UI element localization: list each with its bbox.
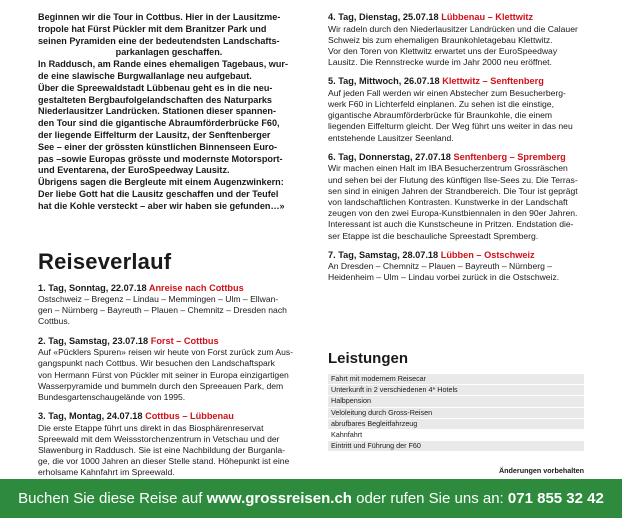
day-date: 3. Tag, Montag, 24.07.18 (38, 411, 143, 422)
intro-line: hat die Kohle versteckt – aber wir haben sie gefunden…» (38, 200, 285, 211)
intro-line: de eine slawische Burgwallanlage neu aufgebaut. (38, 70, 252, 81)
day-line: werk F60 in Lichterfeld einplanen. Zu sehen ist die einstige, (328, 99, 554, 110)
day-description (328, 163, 584, 241)
intro-line: Über die Spreewaldstadt Lübbenau geht es in die neu- (38, 82, 273, 93)
day-line: Die erste Etappe führt uns direkt in das Biosphärenreservat (38, 422, 264, 433)
day-heading (328, 152, 584, 164)
day-line: Auf jeden Fall werden wir einen Abstecher zum Besucherberg- (328, 87, 566, 98)
day-description (328, 24, 584, 69)
itinerary-day (328, 76, 584, 144)
left-column (38, 12, 300, 487)
day-line: Slawenburg in Raddusch. Sie ist eine Nachbildung der Burganla- (38, 445, 285, 456)
day-heading (328, 76, 584, 88)
booking-footer (0, 479, 622, 518)
intro-line: Übrigens sagen die Bergleute mit einem Augenzwinkern: (38, 177, 284, 188)
day-heading (38, 336, 300, 348)
day-date: 4. Tag, Dienstag, 25.07.18 (328, 12, 439, 22)
day-description (38, 294, 300, 328)
day-route: Senftenberg – Spremberg (453, 151, 566, 162)
day-line: Wasserpyramide und bummeln durch den Spreeauen Park, dem (38, 380, 284, 391)
services-row: Veloleitung durch Gross-Reisen (328, 408, 584, 419)
day-line: Interessant ist auch die Kunstscheune in Pritzen. Endstation die- (328, 219, 574, 230)
itinerary-day (38, 411, 300, 479)
day-line: ge, die vor 1000 Jahren an dieser Stelle stand. Höhepunkt ist eine (38, 456, 290, 467)
day-line: zeugen von den zwei Europa-Kunstbiennalen in den 90er Jahren. (328, 208, 578, 219)
footer-prefix: Buchen Sie diese Reise auf (18, 490, 203, 507)
right-column (328, 12, 584, 292)
intro-line: gestalteten Bergbaufolgelandschaften des Naturparks (38, 94, 272, 105)
services-row: Unterkunft in 2 verschiedenen 4* Hotels (328, 385, 584, 396)
day-line: gen – Nürnberg – Bayreuth – Plauen – Chemnitz – Dresden nach (38, 305, 287, 316)
day-description (328, 88, 584, 144)
day-date: 1. Tag, Sonntag, 22.07.18 (38, 282, 147, 293)
website-link[interactable]: www.grossreisen.ch (206, 490, 352, 507)
day-line: Wir machen einen Halt im IBA Besucherzentrum Grossräschen (328, 163, 568, 174)
day-route: Anreise nach Cottbus (148, 282, 244, 293)
day-line: Wir radeln durch den Niederlausitzer Landrücken und die Calauer (328, 23, 578, 34)
day-line: Heidenheim – Ulm – Lindau vorbei zurück in die Ostschweiz. (328, 272, 560, 283)
intro-line: Der liebe Gott hat die Lausitz geschaffen und der Teufel (38, 188, 279, 199)
day-line: An Dresden – Chemnitz – Plauen – Bayreuth – Nürnberg – (328, 261, 553, 272)
itinerary-day (328, 250, 584, 284)
intro-line: See – einer der grössten künstlichen Binnenseen Euro- (38, 141, 278, 152)
intro-text (38, 12, 300, 213)
intro-line: und Eventarena, der EuroSpeedway Lausitz. (38, 165, 230, 176)
services-title: Leistungen (328, 350, 409, 367)
day-line: liegenden Eiffelturm gleicht. Der Weg führt uns weiter in das neu (328, 121, 573, 132)
day-line: Spreewald mit dem Weissstorchenzentrum in Vetschau und der (38, 433, 280, 444)
services-row: Kahnfahrt (328, 430, 584, 441)
services-row: Eintritt und Führung der F60 (328, 441, 584, 452)
intro-line: parkanlagen geschaffen. (115, 47, 223, 58)
services-row: Fahrt mit modernem Reisecar (328, 374, 584, 385)
day-route: Lübben – Ostschweiz (440, 249, 535, 260)
day-heading (38, 283, 300, 295)
day-heading (38, 411, 300, 423)
day-line: Bundesgartenschaugelände von 1995. (38, 391, 186, 402)
day-route: Lübbenau – Klettwitz (441, 12, 534, 22)
day-line: Cottbus. (38, 316, 71, 327)
day-route: Klettwitz – Senftenberg (442, 76, 544, 87)
intro-line: der liegende Eiffelturm der Lausitz, der Senftenberger (38, 129, 271, 140)
intro-line: pas –sowie Europas grösste und modernste Motorsport- (38, 153, 283, 164)
itinerary-day (38, 283, 300, 328)
day-route: Forst – Cottbus (150, 335, 219, 346)
intro-line: Niederlausitzer Landrücken. Stationen dieser spannen- (38, 106, 277, 117)
day-date: 5. Tag, Mittwoch, 26.07.18 (328, 76, 440, 87)
services-table (328, 374, 584, 452)
services-row: abrufbares Begleitfahrzeug (328, 419, 584, 430)
itinerary-title: Reiseverlauf (38, 248, 172, 274)
footer-middle: oder rufen Sie uns an: (356, 490, 504, 507)
day-route: Cottbus – Lübbenau (145, 411, 234, 422)
intro-line: seinen Pyramiden eine der bedeutendsten Landschafts- (38, 35, 280, 46)
day-line: Auf «Pücklers Spuren» reisen wir heute von Forst zurück zum Aus- (38, 347, 294, 358)
day-line: Schweiz bis zum ehemaligen Braunkohletagebau Klettwitz. (328, 34, 553, 45)
day-line: Lausitz. Die Rennstrecke wurde im Jahr 2000 neu eröffnet. (328, 57, 552, 68)
day-description (328, 261, 584, 283)
day-line: ser Etappe ist die beschauliche Spreestadt Spremberg. (328, 230, 539, 241)
day-line: von Hermann Fürst von Pückler mit seiner in Europa einzigartigen (38, 369, 289, 380)
day-line: erholsame Kahnfahrt im Spreewald. (38, 467, 175, 478)
day-line: entstehende Lausitzer Seenland. (328, 132, 454, 143)
day-date: 2. Tag, Samstag, 23.07.18 (38, 335, 149, 346)
itinerary-day (38, 336, 300, 404)
day-line: gigantische Abraumförderbrücke für Braunkohle, die einem (328, 110, 553, 121)
day-date: 6. Tag, Donnerstag, 27.07.18 (328, 151, 451, 162)
phone-number[interactable]: 071 855 32 42 (507, 490, 604, 507)
day-line: Ostschweiz – Bregenz – Lindau – Memmingen – Ulm – Ellwan- (38, 294, 279, 305)
day-heading (328, 12, 584, 24)
intro-line: In Raddusch, am Rande eines ehemaligen Tagebaus, wur- (38, 59, 288, 70)
intro-line: Beginnen wir die Tour in Cottbus. Hier in der Lausitzme- (38, 12, 281, 22)
day-line: von landschaftlichen Kontrasten. Kunstwerke in der Landschaft (328, 196, 568, 207)
day-line: Vor den Toren von Klettwitz erwartet uns der EuroSpeedway (328, 45, 558, 56)
day-line: gangspunkt nach Cottbus. Wir besuchen den Landschaftspark (38, 358, 275, 369)
day-heading (328, 250, 584, 262)
services-row: Halbpension (328, 396, 584, 407)
itinerary-day (328, 12, 584, 68)
day-date: 7. Tag, Samstag, 28.07.18 (328, 249, 439, 260)
itinerary-day (328, 152, 584, 242)
intro-line: den Tour sind die gigantische Abraumförderbrücke F60, (38, 118, 280, 129)
day-description (38, 347, 300, 403)
day-description (38, 423, 300, 479)
day-line: sen sind in einigen Jahren der Strandbereich. Die Tour ist geprägt (328, 185, 578, 196)
changes-note: Änderungen vorbehalten (498, 466, 584, 475)
intro-line: tropole hat Fürst Pückler mit dem Branitzer Park und (38, 23, 267, 34)
day-line: und sehen bei der Flutung des künftigen Ilse-Sees zu. Die Terras- (328, 174, 578, 185)
